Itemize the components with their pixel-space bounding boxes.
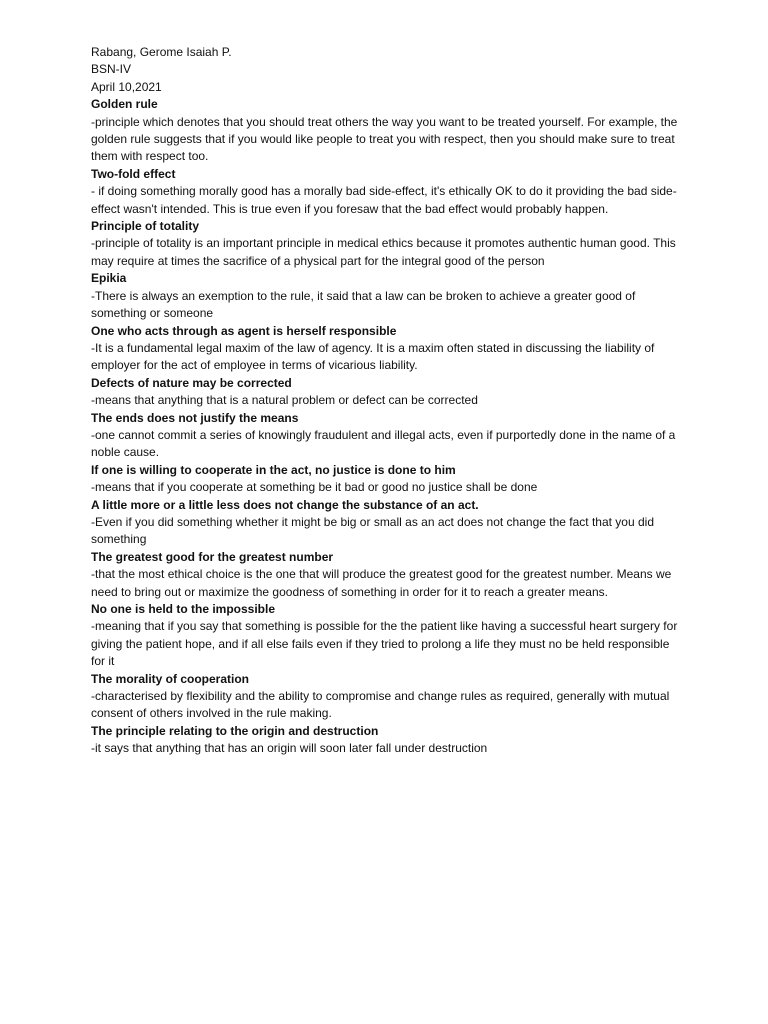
section-heading-golden-rule: Golden rule	[91, 97, 158, 112]
section-body-origin-and-destruction: -it says that anything that has an origin will soon later fall under destruction	[91, 741, 488, 756]
document-body	[91, 44, 681, 758]
section-heading-principle-of-totality: Principle of totality	[91, 219, 200, 234]
section-heading-morality-of-cooperation: The morality of cooperation	[91, 671, 250, 686]
section-heading-little-more-little-less: A little more or a little less does not change the substance of an act.	[91, 497, 479, 512]
section-heading-willing-to-cooperate: If one is willing to cooperate in the act, no justice is done to him	[91, 462, 456, 477]
section-heading-epikia: Epikia	[91, 271, 127, 286]
section-heading-origin-and-destruction: The principle relating to the origin and destruction	[91, 723, 379, 738]
author-course: BSN-IV	[91, 62, 132, 77]
section-heading-agent-responsible: One who acts through as agent is herself responsible	[91, 323, 397, 338]
section-body-greatest-good: -that the most ethical choice is the one that will produce the greatest good for the greatest number. Means we need to bring out or maximize the goodness of something in order for it to reach a greater means.	[91, 567, 672, 599]
section-body-willing-to-cooperate: -means that if you cooperate at something be it bad or good no justice shall be done	[91, 480, 538, 495]
section-heading-defects-of-nature: Defects of nature may be corrected	[91, 375, 292, 390]
section-body-morality-of-cooperation: -characterised by flexibility and the ability to compromise and change rules as required, generally with mutual consent of others involved in the rule making.	[91, 689, 670, 721]
section-body-two-fold-effect: - if doing something morally good has a morally bad side-effect, it's ethically OK to do it providing the bad side-effect wasn't intended. This is true even if you foresaw that the bad effect would probably happen.	[91, 184, 677, 216]
section-body-ends-means: -one cannot commit a series of knowingly fraudulent and illegal acts, even if purportedly done in the name of a noble cause.	[91, 427, 676, 460]
section-body-little-more-little-less: -Even if you did something whether it might be big or small as an act does not change the fact that you did something	[91, 514, 654, 547]
section-body-defects-of-nature: -means that anything that is a natural problem or defect can be corrected	[91, 393, 478, 408]
section-body-agent-responsible: -It is a fundamental legal maxim of the law of agency. It is a maxim often stated in discussing the liability of employer for the act of employee in terms of vicarious liability.	[91, 340, 655, 373]
section-heading-two-fold-effect: Two-fold effect	[91, 166, 176, 181]
section-body-no-one-held-impossible: -meaning that if you say that something is possible for the the patient like having a successful heart surgery for giving the patient hope, and if all else fails even if they tried to prolong a life they must no be held responsible for it	[91, 619, 678, 669]
section-body-epikia: -There is always an exemption to the rule, it said that a law can be broken to achieve a greater good of something or someone	[91, 288, 636, 321]
document-date: April 10,2021	[91, 79, 162, 94]
section-heading-no-one-held-impossible: No one is held to the impossible	[91, 602, 276, 616]
section-body-golden-rule: -principle which denotes that you should treat others the way you want to be treated yourself. For example, the golden rule suggests that if you would like people to treat you with respect, then you should make sure to treat them with respect too.	[91, 114, 678, 164]
section-heading-ends-means: The ends does not justify the means	[91, 410, 299, 425]
section-heading-greatest-good: The greatest good for the greatest number	[91, 549, 334, 564]
author-name: Rabang, Gerome Isaiah P.	[91, 45, 232, 59]
section-body-principle-of-totality: -principle of totality is an important principle in medical ethics because it promotes authentic human good. This may require at times the sacrifice of a physical part for the integral good of the person	[91, 236, 676, 268]
